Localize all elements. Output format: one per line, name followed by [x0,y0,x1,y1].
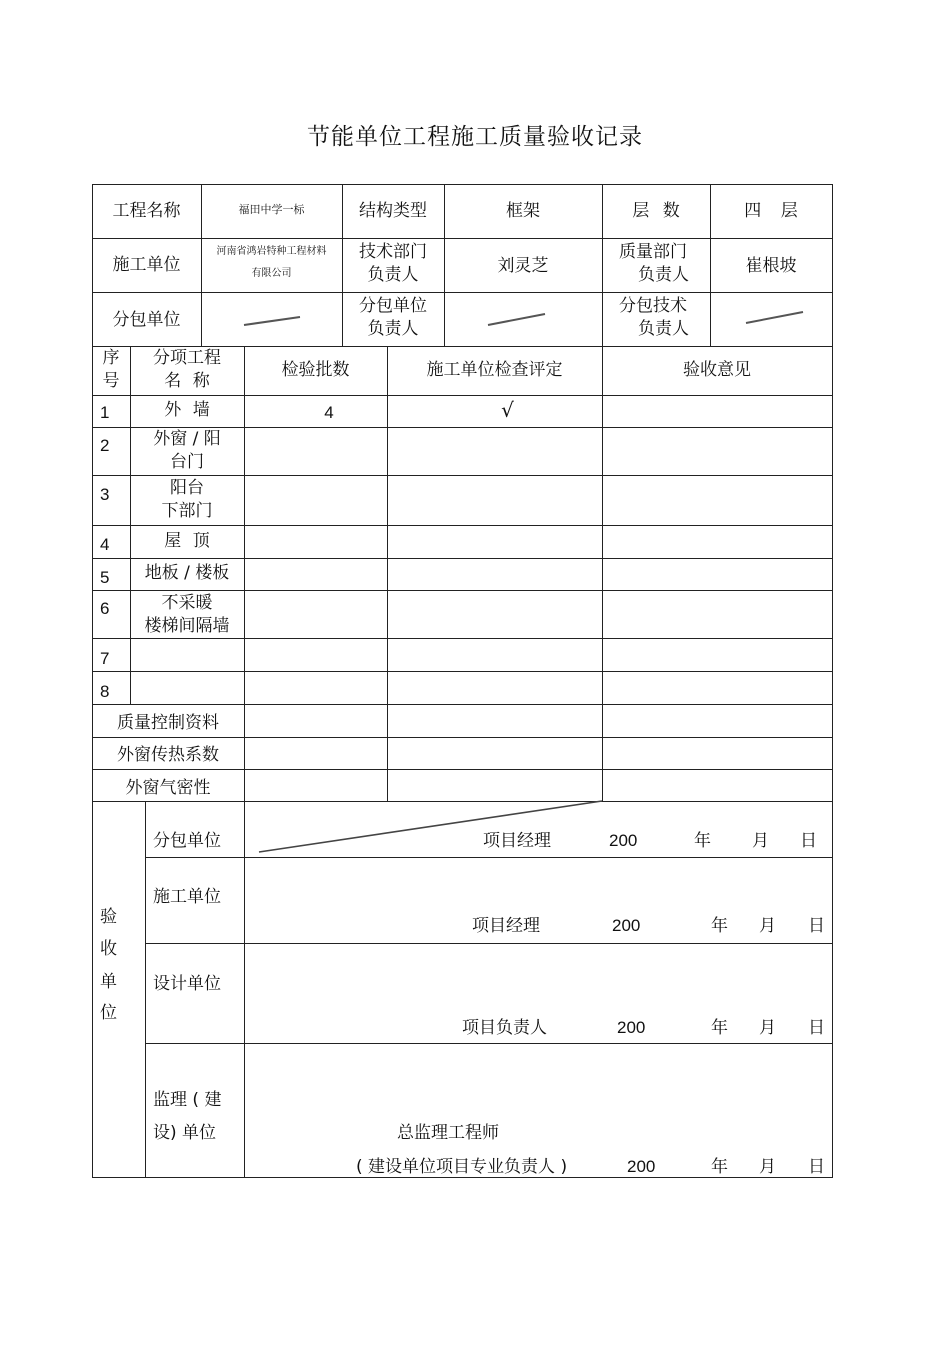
acceptance-char-4: 位 [100,1003,117,1023]
acceptance-char-3: 单 [100,972,117,992]
project-name-value: 福田中学一标 [238,203,305,216]
row-2-no: 2 [100,436,110,455]
row-2-name-1: 外窗 / 阳 [153,429,221,449]
row-4-name: 屋 顶 [164,531,210,551]
contractor-value-line1: 河南省鸿岩特种工程材料 [216,246,327,257]
acc-construction-y: 年 [711,916,728,936]
acc-design-role: 项目负责人 [462,1018,547,1038]
acc-design-m: 月 [759,1018,776,1038]
acc-supervision-label-2: 设) 单位 [153,1123,217,1143]
row-6-no: 6 [100,599,110,618]
row-1-check: √ [501,398,514,422]
sub-head-label-1: 分包单位 [359,296,427,316]
row-1-batches: 4 [324,403,334,422]
col-seq-2: 号 [102,371,120,391]
acc-sub-d: 日 [800,831,817,851]
row-1-name: 外 墙 [164,400,210,420]
acc-construction-role: 项目经理 [472,916,540,936]
col-seq-1: 序 [102,348,120,368]
subcontractor-label: 分包单位 [112,310,181,330]
acc-sub-y: 年 [694,831,711,851]
col-item-1: 分项工程 [153,348,221,368]
col-opinion: 验收意见 [683,360,751,380]
acc-construction-year: 200 [612,916,641,935]
acc-construction-label: 施工单位 [153,887,221,907]
summary-quality-docs: 质量控制资料 [117,713,219,733]
acc-supervision-year: 200 [627,1157,656,1176]
row-4-no: 4 [100,535,110,554]
acceptance-char-1: 验 [100,907,117,927]
contractor-label: 施工单位 [112,255,181,275]
quality-dept-label-2: 负责人 [638,265,689,285]
acc-supervision-role: 总监理工程师 [397,1123,499,1143]
row-5-name: 地板 / 楼板 [144,563,230,583]
acc-supervision-d: 日 [808,1157,825,1177]
structure-type-value: 框架 [506,201,540,221]
col-self-check: 施工单位检查评定 [426,360,563,380]
acc-sub-year: 200 [609,831,638,850]
acc-sub-m: 月 [752,831,769,851]
summary-window-airtightness: 外窗气密性 [125,778,211,798]
structure-type-label: 结构类型 [359,201,427,221]
summary-window-u-value: 外窗传热系数 [117,745,219,765]
col-item-2: 名 称 [164,371,210,391]
sub-tech-label-1: 分包技术 [619,296,687,316]
acc-design-year: 200 [617,1018,646,1037]
col-batches: 检验批数 [281,360,350,380]
project-name-label: 工程名称 [112,201,181,221]
sub-head-label-2: 负责人 [367,319,419,339]
row-3-name-2: 下部门 [161,501,213,521]
sub-tech-label-2: 负责人 [638,319,689,339]
acc-sub-label: 分包单位 [153,831,221,851]
tech-dept-label-1: 技术部门 [359,242,427,262]
row-6-name-2: 楼梯间隔墙 [144,616,230,636]
floors-label: 层 数 [632,201,680,221]
acc-supervision-label-1: 监理 ( 建 [153,1090,222,1110]
row-5-no: 5 [100,568,110,587]
acc-supervision-m: 月 [759,1157,776,1177]
row-2-name-2: 台门 [170,452,204,472]
acc-supervision-y: 年 [711,1157,728,1177]
page-title: 节能单位工程施工质量验收记录 [307,124,643,150]
acc-construction-d: 日 [808,916,825,936]
acc-supervision-role-2: ( 建设单位项目专业负责人 ) [356,1157,568,1177]
acceptance-char-2: 收 [100,939,117,959]
row-1-no: 1 [100,403,110,422]
acc-design-label: 设计单位 [153,974,221,994]
acc-design-d: 日 [808,1018,825,1038]
tech-dept-person: 刘灵芝 [497,256,549,276]
quality-dept-person: 崔根坡 [745,256,797,276]
tech-dept-label-2: 负责人 [367,265,419,285]
row-8-no: 8 [100,682,110,701]
row-3-no: 3 [100,485,110,504]
acc-design-y: 年 [711,1018,728,1038]
floors-value: 四 层 [744,201,798,221]
acc-construction-m: 月 [759,916,776,936]
contractor-value-line2: 有限公司 [251,268,292,279]
acc-sub-role: 项目经理 [483,831,551,851]
quality-dept-label-1: 质量部门 [619,242,687,262]
row-7-no: 7 [100,649,110,668]
row-3-name-1: 阳台 [170,478,204,498]
row-6-name-1: 不采暖 [161,593,213,613]
